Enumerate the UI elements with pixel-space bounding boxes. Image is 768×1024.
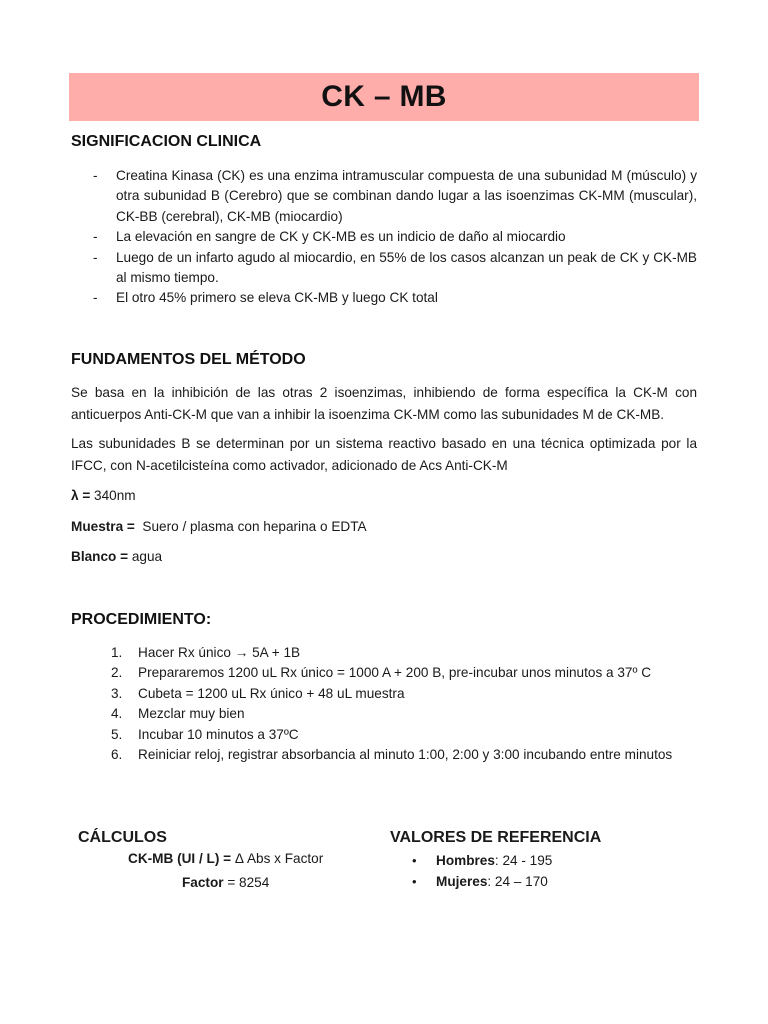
step-number: 6. xyxy=(111,747,123,763)
step-number: 3. xyxy=(111,685,123,701)
dash-bullet: - xyxy=(93,290,98,306)
sample-line xyxy=(71,517,367,537)
reference-label: Mujeres xyxy=(436,874,488,889)
wavelength-line xyxy=(71,486,136,506)
step-text: Cubeta = 1200 uL Rx único + 48 uL muestra xyxy=(138,685,405,701)
list-item-text: La elevación en sangre de CK y CK-MB es un indicio de daño al miocardio xyxy=(116,229,566,245)
list-item xyxy=(93,248,697,289)
step-text: Prepararemos 1200 uL Rx único = 1000 A + 200 B, pre-incubar unos minutos a 37º C xyxy=(138,665,652,681)
significance-heading: SIGNIFICACION CLINICA xyxy=(71,133,262,150)
procedure-steps xyxy=(111,643,697,765)
factor-label: Factor xyxy=(182,875,224,890)
list-item xyxy=(410,871,552,892)
step-text: Reiniciar reloj, registrar absorbancia al minuto 1:00, 2:00 y 3:00 incubando entre minutos xyxy=(138,747,673,763)
procedure-heading: PROCEDIMIENTO: xyxy=(71,611,212,628)
sample-value: Suero / plasma con heparina o EDTA xyxy=(134,519,367,534)
reference-list xyxy=(410,850,552,892)
procedure-step xyxy=(111,704,697,724)
dash-bullet: - xyxy=(93,168,98,183)
list-item-text: El otro 45% primero se eleva CK-MB y luego CK total xyxy=(116,290,438,306)
procedure-step xyxy=(111,725,697,745)
page-title: CK – MB xyxy=(321,80,447,113)
reference-value: : 24 – 170 xyxy=(487,874,548,889)
method-paragraph-1: Se basa en la inhibición de las otras 2 isoenzimas, inhibiendo de forma específica la CK-M con anticuerpos Anti-CK-M que van a inhibir la isoenzima CK-MM como las subunidades M de CK-MB. xyxy=(71,385,697,422)
step-text: Mezclar muy bien xyxy=(138,706,245,722)
list-item xyxy=(410,850,552,871)
bullet-dot: • xyxy=(412,874,417,889)
dash-bullet: - xyxy=(93,229,98,245)
significance-list xyxy=(93,166,697,309)
reference-value: : 24 - 195 xyxy=(494,853,553,868)
blank-line xyxy=(71,547,162,567)
step-number: 2. xyxy=(111,665,123,681)
dash-bullet: - xyxy=(93,249,98,265)
procedure-step xyxy=(111,684,697,704)
factor-value: = 8254 xyxy=(223,875,270,890)
step-number: 5. xyxy=(111,726,123,742)
formula-value: Δ Abs x Factor xyxy=(231,851,324,866)
formula-line xyxy=(128,849,323,869)
step-text: Incubar 10 minutos a 37ºC xyxy=(138,726,299,742)
procedure-step xyxy=(111,745,697,765)
wavelength-value: 340nm xyxy=(90,488,136,503)
step-number: 1. xyxy=(111,645,123,660)
list-item xyxy=(93,166,697,227)
formula-label: CK-MB (UI / L) = xyxy=(128,851,232,866)
method-heading: FUNDAMENTOS DEL MÉTODO xyxy=(71,351,306,368)
step-text: Hacer Rx único → 5A + 1B xyxy=(138,645,301,660)
reference-heading: VALORES DE REFERENCIA xyxy=(390,829,602,846)
method-paragraph-2: Las subunidades B se determinan por un sistema reactivo basado en una técnica optimizada por la IFCC, con N-acetilcisteína como activador, adicionado de Acs Anti-CK-M xyxy=(71,436,697,473)
procedure-step xyxy=(111,663,697,683)
sample-label: Muestra = xyxy=(71,519,135,534)
calculations-heading: CÁLCULOS xyxy=(78,829,167,846)
blank-label: Blanco = xyxy=(71,549,129,564)
procedure-step xyxy=(111,643,697,663)
factor-line xyxy=(182,873,269,893)
step-number: 4. xyxy=(111,706,123,722)
list-item-text: Luego de un infarto agudo al miocardio, en 55% de los casos alcanzan un peak de CK y CK-MB al mismo tiempo. xyxy=(116,249,697,286)
title-banner xyxy=(69,73,699,121)
wavelength-label: λ = xyxy=(71,488,91,503)
list-item xyxy=(93,288,697,308)
reference-label: Hombres xyxy=(436,853,495,868)
bullet-dot: • xyxy=(412,853,417,868)
list-item xyxy=(93,227,697,247)
blank-value: agua xyxy=(128,549,163,564)
list-item-text: Creatina Kinasa (CK) es una enzima intramuscular compuesta de una subunidad M (músculo) y otra subunidad B (Cerebro) que se combinan dando lugar a las isoenzimas CK-MM (muscular), CK-BB (cerebral), CK-MB (miocardio) xyxy=(116,168,697,224)
